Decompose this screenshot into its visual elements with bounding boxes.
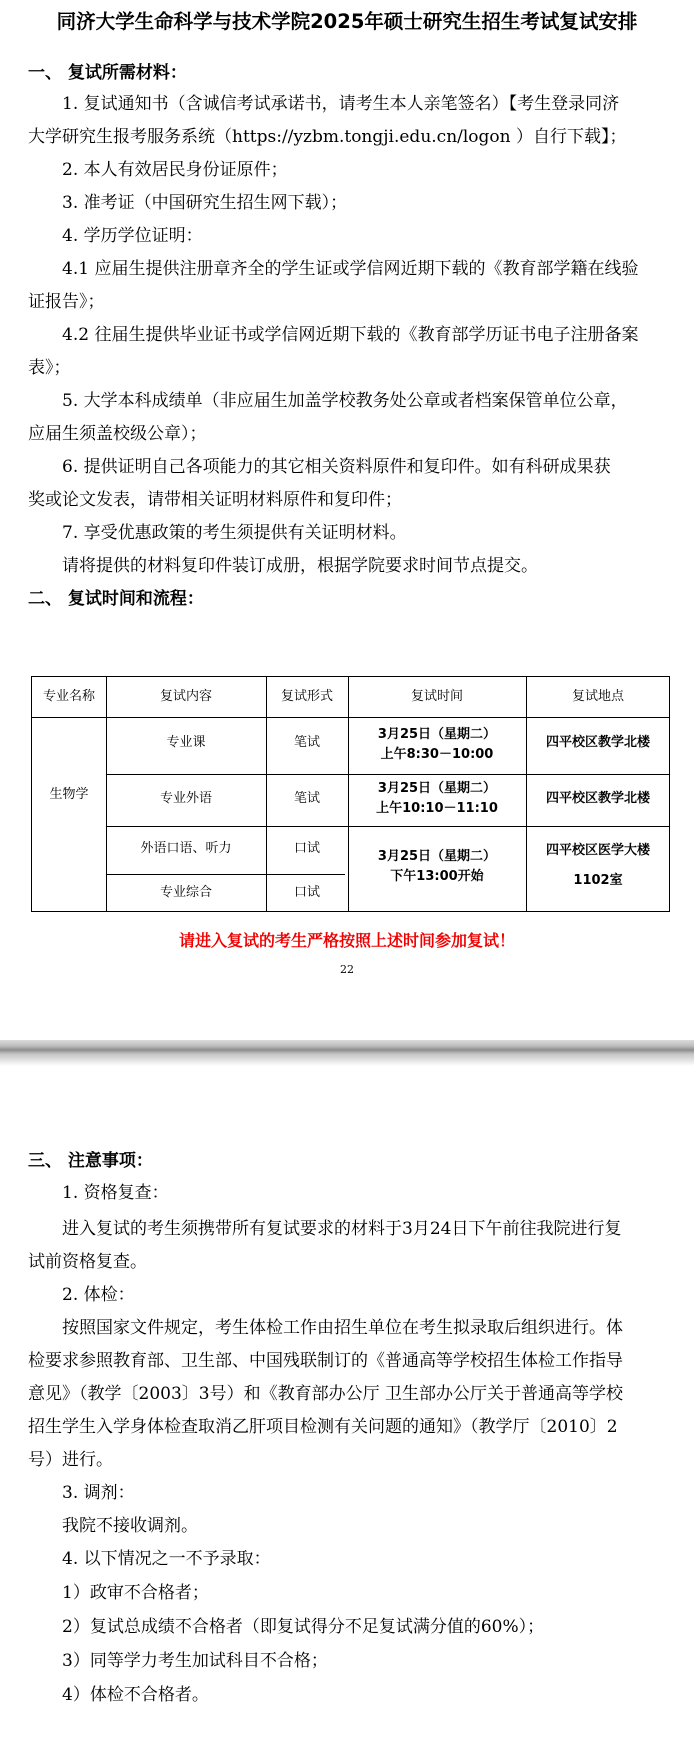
row-1-place: 四平校区教学北楼 <box>545 735 650 750</box>
subsection-1-title: 1. 资格复查： <box>62 1183 169 1203</box>
row-3-place: 四平校区医学大楼 <box>545 843 650 858</box>
row-2-content: 专业外语 <box>159 791 212 806</box>
item-4-2-line-1: 4.2 往届生提供毕业证书或学信网近期下载的《教育部学历证书电子注册备案 <box>62 325 639 345</box>
subsection-3-title: 3. 调剂： <box>62 1483 135 1503</box>
subsection-2-line-2: 检要求参照教育部、卫生部、中国残联制订的《普通高等学校招生体检工作指导 <box>28 1351 623 1371</box>
item-4-1-line-1: 4.1 应届生提供注册章齐全的学生证或学信网近期下载的《教育部学籍在线验 <box>62 259 639 279</box>
subsection-3-line-1: 我院不接收调剂。 <box>62 1516 198 1536</box>
condition-item-1: 1）政审不合格者； <box>62 1583 209 1603</box>
item-1-line-1: 1. 复试通知书（含诚信考试承诺书，请考生本人亲笔签名）【考生登录同济 <box>62 94 620 114</box>
subsection-1-line-1: 进入复试的考生须携带所有复试要求的材料于3月24日下午前往我院进行复 <box>62 1219 622 1239</box>
row-1-time-date: 3月25日（星期二） <box>377 727 497 742</box>
row-1-time-range: 上午8:30－10:00 <box>380 747 494 762</box>
row-4-form: 口试 <box>293 885 320 900</box>
header-time: 复试时间 <box>410 689 463 704</box>
row-1-form: 笔试 <box>293 735 320 750</box>
page-number: 22 <box>340 963 354 976</box>
row-4-content: 专业综合 <box>159 885 212 900</box>
subsection-2-title: 2. 体检： <box>62 1285 135 1305</box>
item-4-1-line-2: 证报告》； <box>28 292 105 312</box>
item-2: 2. 本人有效居民身份证原件； <box>62 160 288 180</box>
item-1-line-2: 大学研究生报考服务系统（https://yzbm.tongji.edu.cn/logon ）自行下载】； <box>28 127 627 147</box>
condition-item-4: 4）体检不合格者。 <box>62 1685 209 1705</box>
header-place: 复试地点 <box>571 689 624 704</box>
row-2-time-range: 上午10:10－11:10 <box>376 801 498 816</box>
subsection-2-line-4: 招生学生入学身体检查取消乙肝项目检测有关问题的通知》（教学厅〔2010〕2 <box>28 1417 618 1437</box>
condition-item-2: 2）复试总成绩不合格者（即复试得分不足复试满分值的60%）； <box>62 1617 545 1637</box>
condition-item-3: 3）同等学力考生加试科目不合格； <box>62 1651 328 1671</box>
row-2-place: 四平校区教学北楼 <box>545 791 650 806</box>
item-4: 4. 学历学位证明： <box>62 226 203 246</box>
page-separator <box>0 1040 694 1072</box>
subsection-2-line-1: 按照国家文件规定，考生体检工作由招生单位在考生拟录取后组织进行。体 <box>62 1318 623 1338</box>
row-3-time-range: 下午13:00开始 <box>390 869 484 884</box>
section-2-heading: 二、 复试时间和流程： <box>28 589 204 609</box>
row-2-time-date: 3月25日（星期二） <box>377 781 497 796</box>
row-2-form: 笔试 <box>293 791 320 806</box>
section-1-heading: 一、 复试所需材料： <box>28 63 187 83</box>
item-6-line-2: 奖或论文发表，请带相关证明材料原件和复印件； <box>28 490 402 510</box>
subsection-2-line-3: 意见》（教学〔2003〕3号）和《教育部办公厅 卫生部办公厅关于普通高等学校 <box>28 1384 623 1404</box>
major-cell: 生物学 <box>49 787 89 802</box>
item-6-line-1: 6. 提供证明自己各项能力的其它相关资料原件和复印件。如有科研成果获 <box>62 457 611 477</box>
subsection-2-line-5: 号）进行。 <box>28 1450 113 1470</box>
row-1-content: 专业课 <box>166 735 206 750</box>
row-3-form: 口试 <box>293 841 320 856</box>
item-3: 3. 准考证（中国研究生招生网下载）； <box>62 193 348 213</box>
red-warning: 请进入复试的考生严格按照上述时间参加复试！ <box>178 931 515 950</box>
subsection-1-line-2: 试前资格复查。 <box>28 1252 147 1272</box>
header-content: 复试内容 <box>159 689 212 704</box>
item-5-line-1: 5. 大学本科成绩单（非应届生加盖学校教务处公章或者档案保管单位公章， <box>62 391 628 411</box>
materials-note: 请将提供的材料复印件装订成册，根据学院要求时间节点提交。 <box>62 556 538 576</box>
header-major: 专业名称 <box>42 689 95 704</box>
header-form: 复试形式 <box>280 689 333 704</box>
item-4-2-line-2: 表》； <box>28 358 71 378</box>
subsection-4-title: 4. 以下情况之一不予录取： <box>62 1549 271 1569</box>
item-7: 7. 享受优惠政策的考生须提供有关证明材料。 <box>62 523 407 543</box>
document-page-2 <box>0 1072 694 1754</box>
schedule-table <box>31 676 670 912</box>
section-3-heading: 三、 注意事项： <box>28 1151 153 1171</box>
row-3-place-room: 1102室 <box>573 873 623 888</box>
item-5-line-2: 应届生须盖校级公章）； <box>28 424 207 444</box>
row-3-content: 外语口语、听力 <box>140 841 232 856</box>
row-3-time-date: 3月25日（星期二） <box>377 849 497 864</box>
document-title: 同济大学生命科学与技术学院2025年硕士研究生招生考试复试安排 <box>56 10 638 33</box>
